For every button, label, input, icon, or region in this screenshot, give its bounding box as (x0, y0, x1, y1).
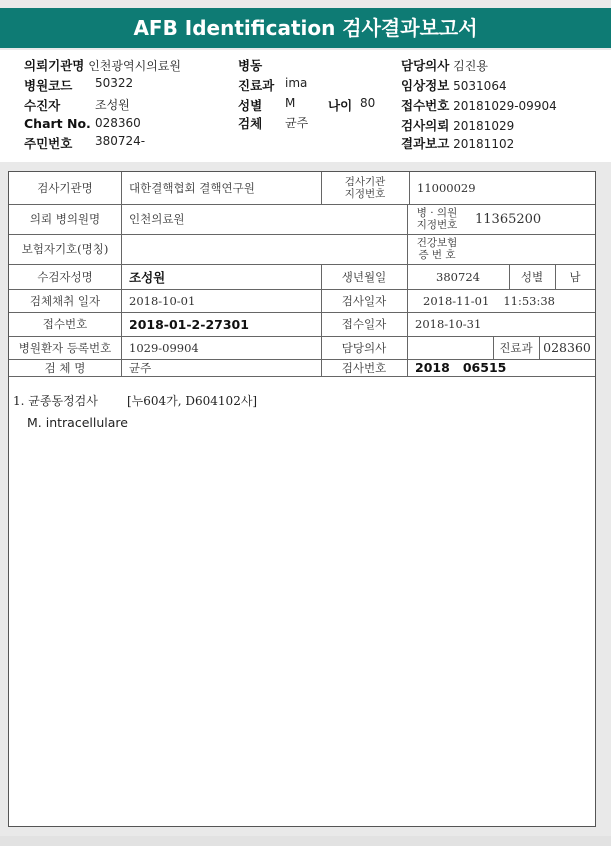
received-date-value: 2018-10-31 (415, 317, 482, 331)
examinee-name-value: 조성원 (129, 269, 166, 285)
hospital-code-label: 병원코드 (24, 78, 73, 93)
insurer-value (121, 234, 407, 264)
specimen-name-value: 균주 (129, 360, 152, 375)
test-date: 2018-11-01 (423, 293, 490, 308)
accession-number-value: 2018-01-2-27301 (129, 316, 249, 332)
insurance-number-value (467, 234, 595, 264)
doctor-label: 담당의사 (401, 58, 450, 73)
bottom-band (0, 836, 611, 846)
age-field (328, 96, 376, 114)
collection-date-value: 2018-10-01 (129, 293, 196, 308)
birthdate-value: 380724 (436, 269, 480, 284)
patient-label: 수진자 (24, 98, 61, 113)
sex-field (238, 96, 296, 114)
testing-org-code-label (321, 172, 409, 204)
document-title: AFB Identification 검사결과보고서 (0, 8, 611, 48)
received-date-label: 접수일자 (341, 317, 387, 331)
examinee-name-label: 수검자성명 (37, 269, 93, 284)
department-label-table: 진료과 (499, 340, 533, 355)
rrn-label: 주민번호 (24, 136, 73, 151)
patient-reg-number-value: 1029-09904 (129, 340, 199, 355)
specimen-field (238, 114, 309, 132)
attending-doctor-value (407, 336, 493, 359)
birthdate-label: 생년월일 (341, 269, 387, 284)
doctor-value: 김진용 (453, 59, 488, 73)
attending-doctor-label: 담당의사 (341, 340, 387, 355)
hospital-code-value-table: 11365200 (475, 211, 542, 227)
request-label: 검사의뢰 (401, 118, 450, 133)
testing-org-value: 대한결핵협회 결핵연구원 (129, 181, 255, 195)
result-organism: M. intracellulare (27, 415, 128, 430)
clinical-value: 5031064 (453, 79, 507, 93)
ward-field (238, 56, 262, 74)
referring-hospital-value: 인천의료원 (129, 212, 185, 226)
header-info (0, 50, 611, 162)
patient-value: 조성원 (95, 98, 130, 112)
ward-label: 병동 (238, 58, 263, 73)
specimen-value: 균주 (285, 116, 309, 130)
hospital-code-field (24, 76, 134, 94)
department-value-table: 028360 (543, 340, 591, 355)
report-date-value: 20181102 (453, 137, 515, 151)
testing-org-code-label-line1: 검사기관 (344, 176, 386, 188)
dept-label: 진료과 (238, 78, 275, 93)
age-label: 나이 (328, 98, 353, 113)
test-number-label: 검사번호 (341, 360, 387, 375)
hospital-code-label-line1: 병 · 의원 (416, 207, 458, 219)
age-value: 80 (360, 96, 376, 110)
insurer-label: 보험자기호(명칭) (21, 242, 109, 256)
referring-hospital-label: 의뢰 병의원명 (29, 212, 101, 226)
accession-number-label: 접수번호 (42, 317, 88, 331)
chart-value: 028360 (95, 116, 141, 130)
request-field (401, 116, 514, 134)
header-separator (0, 162, 611, 168)
specimen-name-label: 검 체 명 (44, 360, 86, 375)
dept-field (238, 76, 308, 94)
testing-org-label: 검사기관명 (37, 181, 93, 195)
result-test-code: [누604가, D604102사] (127, 394, 258, 408)
testing-org-code-value: 11000029 (417, 181, 476, 195)
hospital-code-label-table (407, 204, 467, 234)
insurance-number-label-line2: 증 번 호 (418, 249, 456, 261)
test-date-label: 검사일자 (341, 293, 387, 308)
sex-label: 성별 (238, 98, 263, 113)
clinical-label: 임상정보 (401, 78, 450, 93)
rrn-value: 380724- (95, 134, 146, 148)
test-date-value (407, 289, 595, 312)
result-test-name: 1. 균종동정검사 (13, 394, 98, 408)
report-date-label: 결과보고 (401, 136, 450, 151)
testing-org-code-label-line2: 지정번호 (344, 188, 386, 200)
institution-label: 의뢰기관명 (24, 58, 85, 73)
patient-field (24, 96, 130, 114)
receipt-value: 20181029-09904 (453, 99, 557, 113)
institution-field (24, 56, 181, 74)
hospital-code-value: 50322 (95, 76, 134, 90)
clinical-field (401, 76, 507, 94)
dept-value: ima (285, 76, 308, 90)
hospital-code-label-line2: 지정번호 (416, 219, 458, 231)
report-sheet (8, 171, 596, 827)
insurance-number-label (407, 234, 467, 264)
test-number-value: 2018 06515 (415, 360, 507, 375)
chart-label: Chart No. (24, 116, 91, 131)
report-date-field (401, 134, 514, 152)
request-value: 20181029 (453, 119, 515, 133)
specimen-label: 검체 (238, 116, 263, 131)
patient-reg-number-label: 병원환자 등록번호 (18, 340, 112, 355)
sex-label-table: 성별 (520, 269, 544, 284)
insurance-number-label-line1: 건강보험 (416, 237, 458, 249)
rrn-field (24, 134, 146, 152)
institution-value: 인천광역시의료원 (88, 59, 181, 73)
chart-field (24, 116, 141, 131)
receipt-label: 접수번호 (401, 98, 450, 113)
test-time: 11:53:38 (503, 293, 555, 308)
collection-date-label: 검체채취 일자 (29, 293, 101, 308)
doctor-field (401, 56, 488, 74)
sex-value-table: 남 (569, 269, 581, 284)
row-divider (9, 376, 595, 377)
sex-value: M (285, 96, 296, 110)
receipt-field (401, 96, 557, 114)
